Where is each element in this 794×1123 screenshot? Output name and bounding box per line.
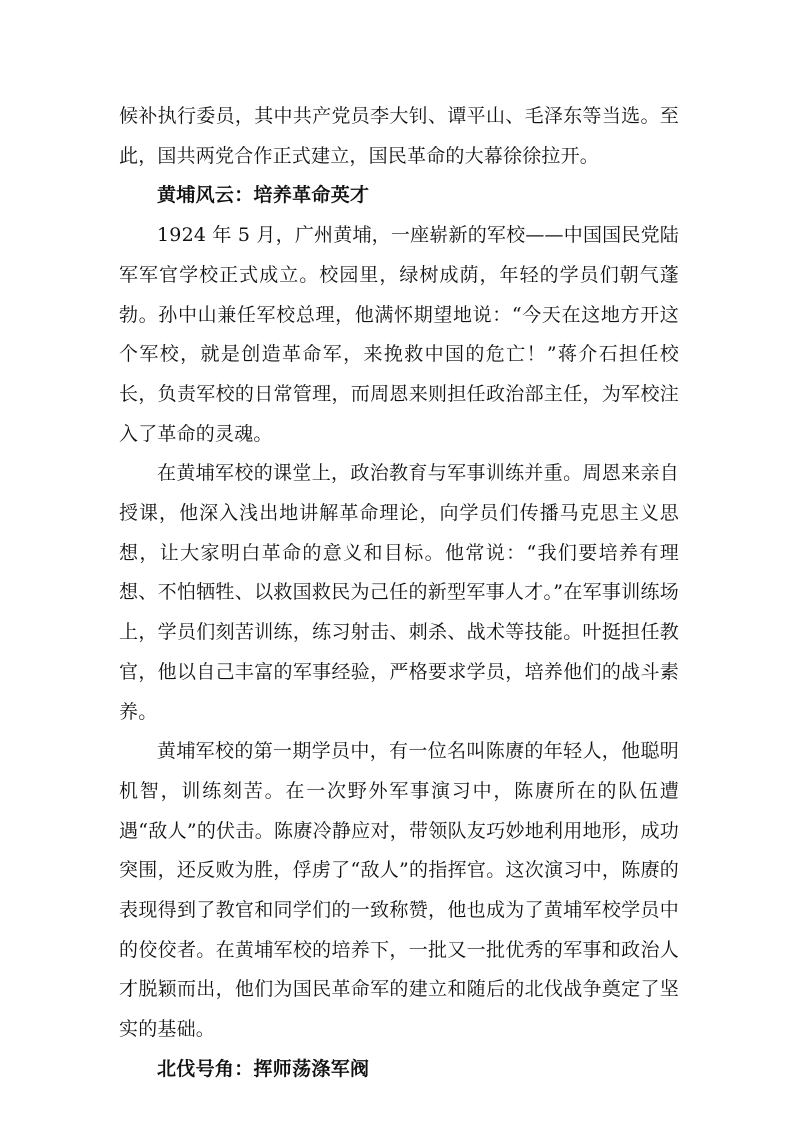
paragraph-chen-geng: 黄埔军校的第一期学员中，有一位名叫陈赓的年轻人，他聪明机智，训练刻苦。在一次野外军事演习中，陈赓所在的队伍遭遇“敌人”的伏击。陈赓冷静应对，带领队友巧妙地利用地形，成功突围，还反败为胜，俘虏了“敌人”的指挥官。这次演习中，陈赓的表现得到了教官和同学们的一致称赞，他也成为了黄埔军校学员中的佼佼者。在黄埔军校的培养下，一批又一批优秀的军事和政治人才脱颖而出，他们为国民革命军的建立和随后的北伐战争奠定了坚实的基础。 bbox=[119, 740, 679, 1041]
paragraph-academy-founding: 1924 年 5 月，广州黄埔，一座崭新的军校——中国国民党陆军军官学校正式成立。校园里，绿树成荫，年轻的学员们朝气蓬勃。孙中山兼任军校总理，他满怀期望地说：“今天在这地方开这个军校，就是创造革命军，来挽救中国的危亡！”蒋介石担任校长，负责军校的日常管理，而周恩来则担任政治部主任，为军校注入了革命的灵魂。 bbox=[119, 224, 679, 445]
document-body bbox=[119, 97, 679, 1090]
section-heading-whampoa: 黄埔风云：培养革命英才 bbox=[157, 184, 370, 207]
paragraph-continuation: 候补执行委员，其中共产党员李大钊、谭平山、毛泽东等当选。至此，国共两党合作正式建立，国民革命的大幕徐徐拉开。 bbox=[119, 105, 679, 167]
paragraph-academy-training: 在黄埔军校的课堂上，政治教育与军事训练并重。周恩来亲自授课，他深入浅出地讲解革命理论，向学员们传播马克思主义思想，让大家明白革命的意义和目标。他常说：“我们要培养有理想、不怕牺牲、以救国救民为己任的新型军事人才。”在军事训练场上，学员们刻苦训练，练习射击、刺杀、战术等技能。叶挺担任教官，他以自己丰富的军事经验，严格要求学员，培养他们的战斗素养。 bbox=[119, 462, 679, 723]
section-heading-northern-expedition: 北伐号角：挥师荡涤军阀 bbox=[157, 1057, 370, 1080]
